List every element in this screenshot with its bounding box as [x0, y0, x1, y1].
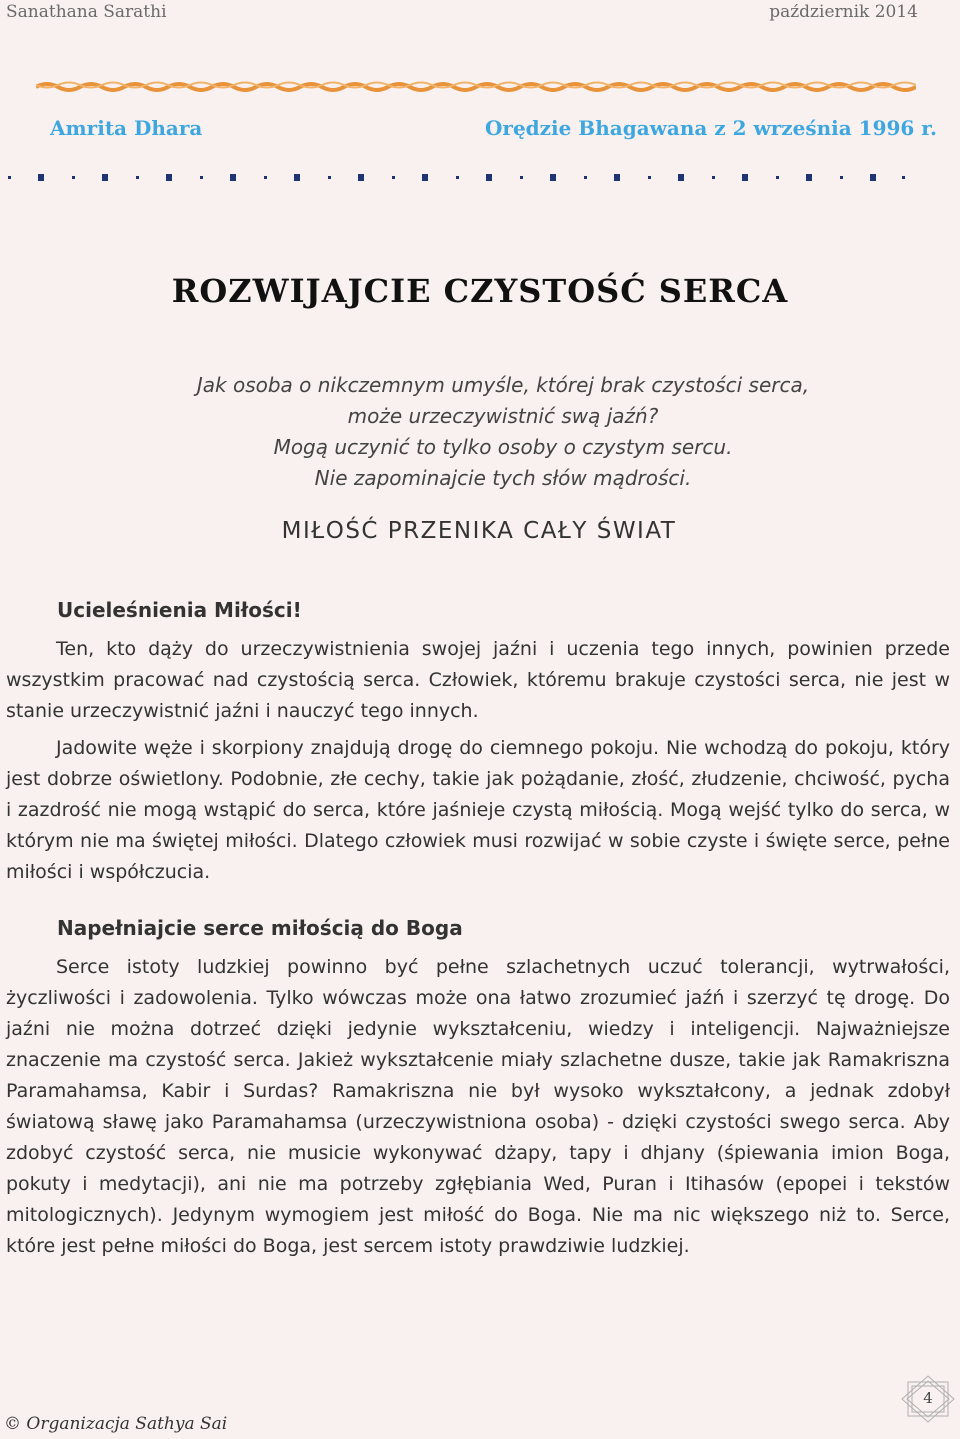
- poem-line: Mogą uczynić to tylko osoby o czystym sercu.: [273, 435, 733, 459]
- poem-line: może urzeczywistnić swą jaźń?: [347, 404, 659, 428]
- greeting: Ucieleśnienia Miłości!: [57, 598, 302, 622]
- page-number: 4: [923, 1389, 933, 1407]
- opening-poem: [0, 370, 960, 494]
- discourse-source: Orędzie Bhagawana z 2 września 1996 r.: [485, 116, 937, 140]
- issue-date: październik 2014: [769, 2, 918, 22]
- body-paragraph: Ten, kto dąży do urzeczywistnienia swojej jaźni i uczenia tego innych, powinien przede wszystkim pracować nad czystością serca. Człowiek, któremu brakuje czystości serca, nie jest w stanie urzeczywistnić jaźni i nauczyć tego innych.: [6, 638, 950, 722]
- body-paragraph: Serce istoty ludzkiej powinno być pełne szlachetnych uczuć tolerancji, wytrwałości, życzliwości i zadowolenia. Tylko wówczas może ona łatwo zrozumieć jaźń i szerzyć tę drogę. Do jaźni nie można dotrzeć dzięki jedynie wykształceniu, wiedzy i inteligencji. Najważniejsze znaczenie ma czystość serca. Jakież wykształcenie miały szlachetne dusze, takie jak Ramakriszna Paramahamsa, Kabir i Surdas? Ramakriszna nie był wysoko wykształcony, a jednak zdobył światową sławę jako Paramahamsa (urzeczywistniona osoba) - dzięki czystości swego serca. Aby zdobyć czystość serca, nie musicie wykonywać dżapy, tapy i dhjany (śpiewania imion Boga, pokuty i medytacji), ani nie ma potrzeby zgłębiania Wed, Puran i Itihasów (epopei i tekstów mitologicznych). Jedynym wymogiem jest miłość do Boga. Nie ma nic większego niż to. Serce, które jest pełne miłości do Boga, jest sercem istoty prawdziwie ludzkiej.: [6, 956, 950, 1257]
- decorative-wave-divider: [36, 78, 916, 94]
- section-heading: Napełniajcie serce miłością do Boga: [57, 916, 463, 940]
- body-paragraph: Jadowite węże i skorpiony znajdują drogę do ciemnego pokoju. Nie wchodzą do pokoju, który jest dobrze oświetlony. Podobnie, złe cechy, takie jak pożądanie, złość, złudzenie, chciwość, pycha i zazdrość nie mogą wstąpić do serca, które jaśnieje czystą miłością. Mogą wejść tylko do serca, w którym nie ma świętej miłości. Dlatego człowiek musi rozwijać w sobie czyste i święte serce, pełne miłości i współczucia.: [6, 737, 950, 883]
- page-header: [0, 0, 960, 30]
- poem-line: Jak osoba o nikczemnym umyśle, której brak czystości serca,: [196, 373, 810, 397]
- copyright-footer: © Organizacja Sathya Sai: [4, 1414, 228, 1434]
- publication-name: Sanathana Sarathi: [6, 2, 167, 22]
- dotted-divider: [8, 172, 908, 182]
- poem-line: Nie zapominajcie tych słów mądrości.: [314, 466, 692, 490]
- article-title: ROZWIJAJCIE CZYSTOŚĆ SERCA: [171, 272, 789, 310]
- section-name: Amrita Dhara: [50, 116, 203, 140]
- motto: MIŁOŚĆ PRZENIKA CAŁY ŚWIAT: [281, 518, 677, 544]
